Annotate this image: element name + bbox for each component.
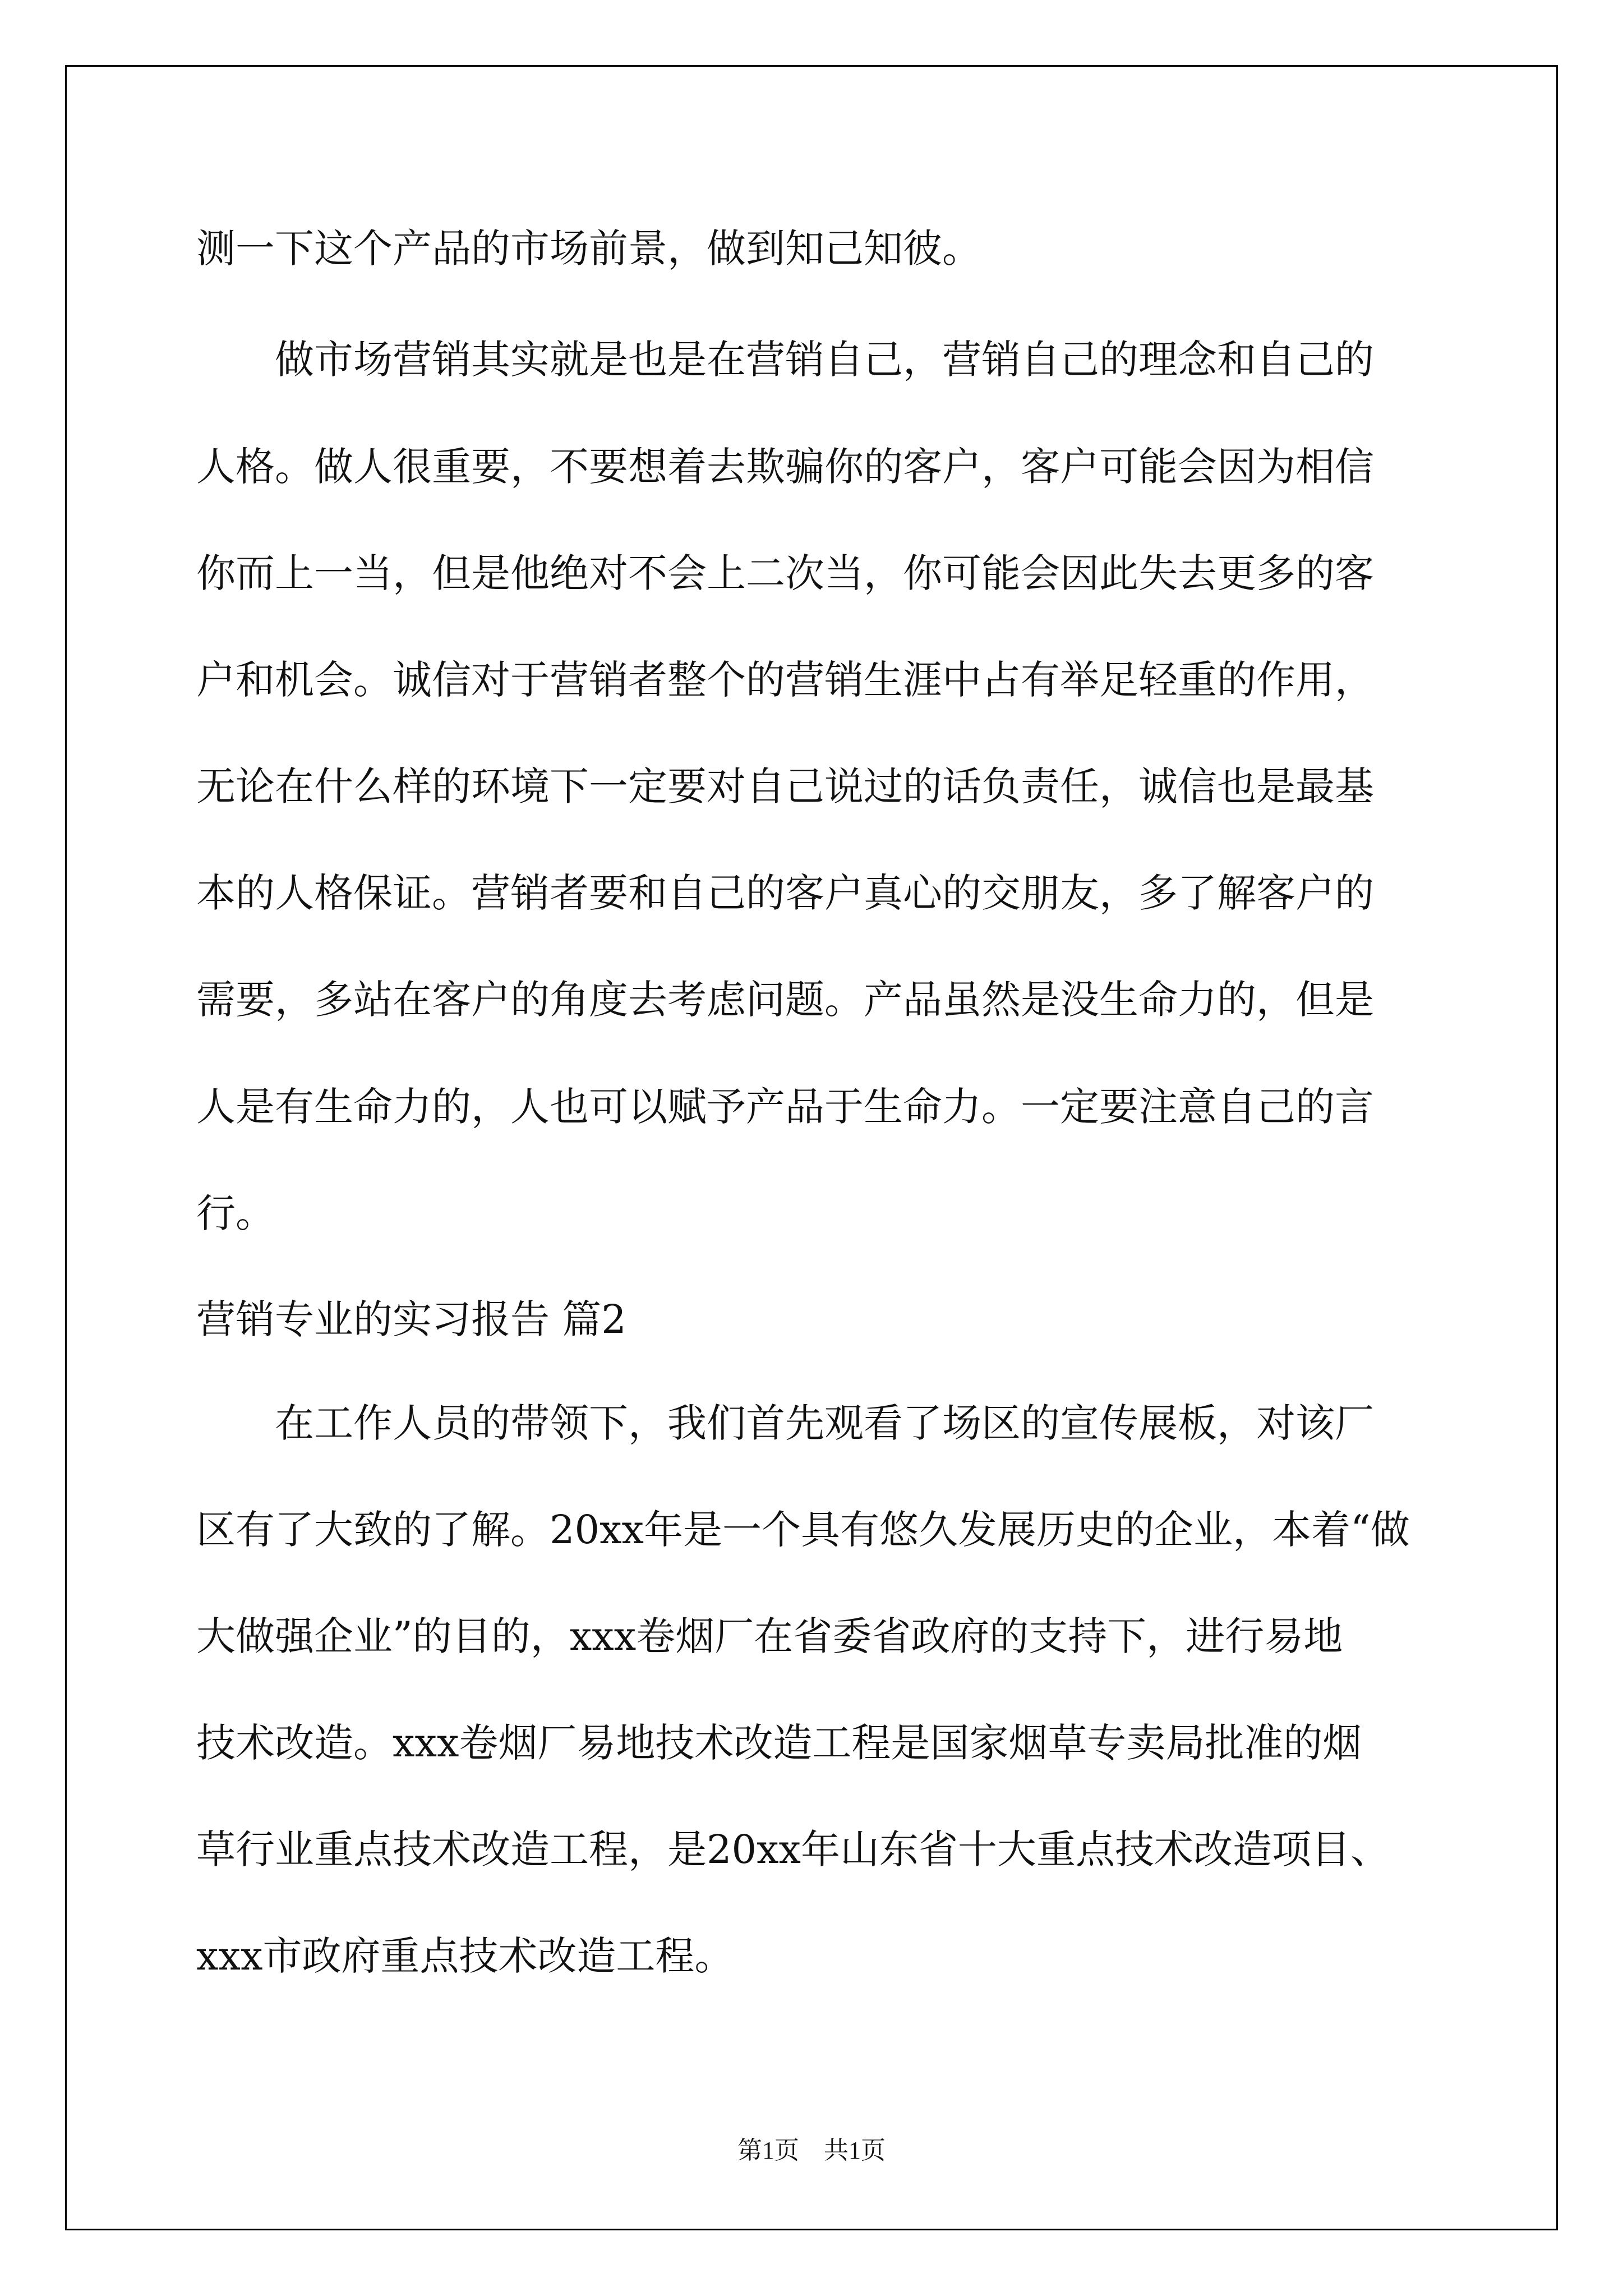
- page-footer: 第1页 共1页: [737, 2137, 886, 2164]
- paragraph-line: 草行业重点技术改造工程，是20xx年山东省十大重点技术改造项目、: [196, 1826, 1390, 1872]
- paragraph-line: 做市场营销其实就是也是在营销自己，营销自己的理念和自己的: [196, 337, 1374, 383]
- paragraph-line: xxx市政府重点技术改造工程。: [196, 1933, 734, 1979]
- paragraph-line: 技术改造。xxx卷烟厂易地技术改造工程是国家烟草专卖局批准的烟: [196, 1720, 1362, 1766]
- paragraph-line: 无论在什么样的环境下一定要对自己说过的话负责任，诚信也是最基: [196, 763, 1374, 809]
- paragraph-line: 行。: [196, 1190, 275, 1236]
- paragraph-line: 需要，多站在客户的角度去考虑问题。产品虽然是没生命力的，但是: [196, 977, 1374, 1023]
- paragraph-line: 测一下这个产品的市场前景，做到知己知彼。: [196, 226, 981, 272]
- section-heading: 营销专业的实习报告 篇2: [196, 1296, 626, 1342]
- paragraph-line: 人是有生命力的，人也可以赋予产品于生命力。一定要注意自己的言: [196, 1084, 1374, 1130]
- paragraph-line: 你而上一当，但是他绝对不会上二次当，你可能会因此失去更多的客: [196, 550, 1374, 596]
- paragraph-line: 本的人格保证。营销者要和自己的客户真心的交朋友，多了解客户的: [196, 870, 1374, 916]
- paragraph-line: 人格。做人很重要，不要想着去欺骗你的客户，客户可能会因为相信: [196, 444, 1374, 490]
- paragraph-line: 大做强企业”的目的，xxx卷烟厂在省委省政府的支持下，进行易地: [196, 1613, 1343, 1659]
- page-border: [65, 65, 1558, 2230]
- paragraph-line: 在工作人员的带领下，我们首先观看了场区的宣传展板，对该厂: [196, 1400, 1374, 1446]
- paragraph-line: 区有了大致的了解。20xx年是一个具有悠久发展历史的企业，本着“做: [196, 1507, 1410, 1553]
- paragraph-line: 户和机会。诚信对于营销者整个的营销生涯中占有举足轻重的作用，: [196, 657, 1374, 703]
